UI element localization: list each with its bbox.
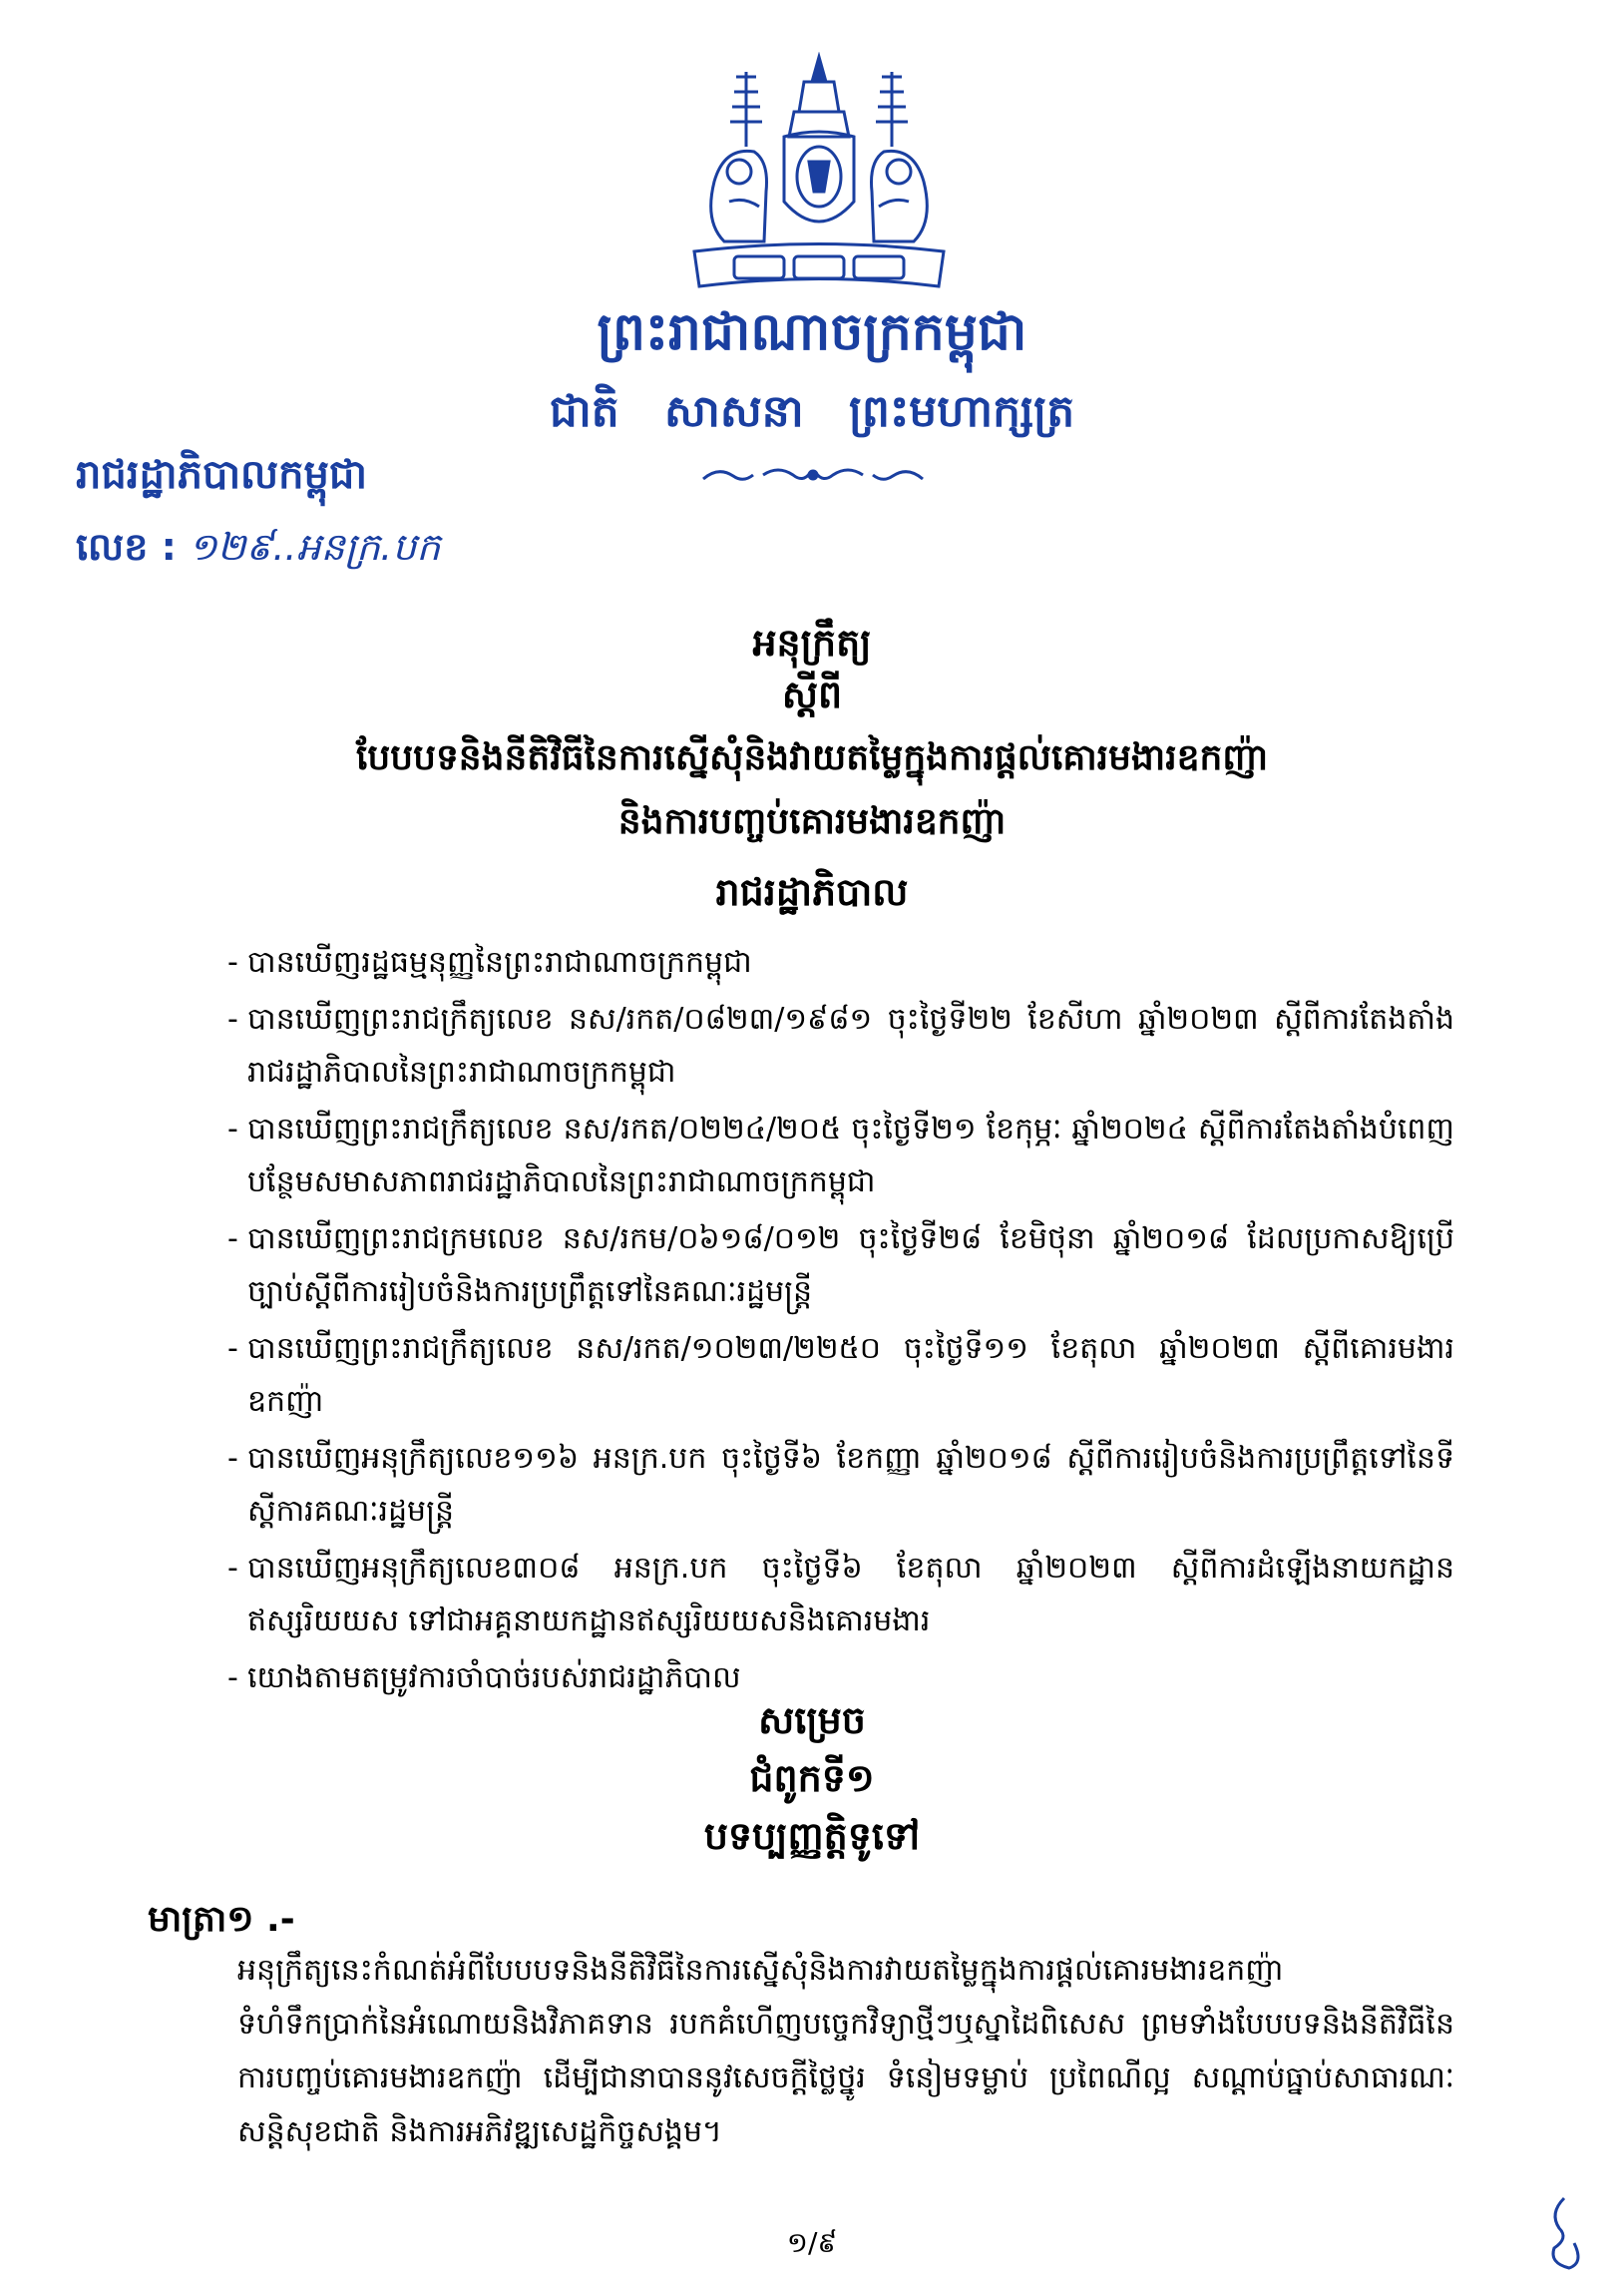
royal-coat-of-arms-emblem — [674, 52, 964, 296]
reference-label: លេខ : — [76, 525, 177, 569]
visa-item: - បានឃើញព្រះរាជក្រឹត្យលេខ នស/រកត/០៨២៣/១៩៨១ ចុះថ្ងៃទី២២ ខែសីហា ឆ្នាំ២០២៣ ស្ដីពីការតែងតាំងរាជរដ្ឋាភិបាលនៃព្រះរាជាណាចក្រកម្ពុជា — [227, 993, 1454, 1099]
visa-item: - បានឃើញអនុក្រឹត្យលេខ៣០៨ អនក្រ.បក ចុះថ្ងៃទី៦ ខែតុលា ឆ្នាំ២០២៣ ស្ដីពីការដំឡើងនាយកដ្ឋានឥស្សរិយយស ទៅជាអគ្គនាយកដ្ឋានឥស្សរិយយសនិងគោរមងារ — [227, 1542, 1454, 1647]
chapter-heading: ជំពូកទី១ — [749, 1756, 875, 1800]
subject-line-2: និងការបញ្ចប់គោរមងារឧកញ៉ា — [617, 801, 1007, 842]
chapter-title: បទប្បញ្ញត្តិទូទៅ — [703, 1814, 921, 1858]
kingdom-title: ព្រះរាជាណាចក្រកម្ពុជា — [597, 302, 1027, 362]
subject-on-heading: ស្ដីពី — [781, 673, 843, 716]
page-number: ១/៩ — [786, 2226, 838, 2259]
visa-item: - បានឃើញរដ្ឋធម្មនុញ្ញនៃព្រះរាជាណាចក្រកម្ពុជា — [227, 936, 1454, 989]
visa-list — [227, 936, 1454, 1708]
visa-item: - បានឃើញព្រះរាជក្រឹត្យលេខ នស/រកត/១០២៣/២២៥០ ចុះថ្ងៃទី១១ ខែតុលា ឆ្នាំ២០២៣ ស្ដីពីគោរមងារឧកញ៉ា — [227, 1322, 1454, 1428]
visa-item: - បានឃើញព្រះរាជក្រឹត្យលេខ នស/រកត/០២២៤/២០៥ ចុះថ្ងៃទី២១ ខែកុម្ភៈ ឆ្នាំ២០២៤ ស្ដីពីការតែងតាំងបំពេញបន្ថែមសមាសភាពរាជរដ្ឋាភិបាលនៃព្រះរាជាណាចក្រកម្ពុជា — [227, 1103, 1454, 1208]
reference-number — [76, 523, 440, 579]
reference-value: ១២៩..អនក្រ.បក — [188, 525, 441, 569]
subject-line-1: បែបបទនិងនីតិវិធីនៃការស្នើសុំនិងវាយតម្លៃក្នុងការផ្ដល់គោរមងារឧកញ៉ា — [355, 737, 1269, 778]
decides-heading: សម្រេច — [758, 1698, 866, 1742]
issuing-government: រាជរដ្ឋាភិបាលកម្ពុជា — [76, 452, 367, 498]
initial-signature — [1544, 2193, 1594, 2273]
article-text-first-line: អនុក្រឹត្យនេះកំណត់អំពីបែបបទនិងនីតិវិធីនៃការស្នើសុំនិងការវាយតម្លៃក្នុងការផ្ដល់គោរមងារឧកញ៉ា — [237, 1953, 1284, 1988]
article-text-rest: ទំហំទឹកប្រាក់នៃអំណោយនិងវិភាគទាន របកគំហើញបច្ចេកវិទ្យាថ្មីៗឬស្នាដៃពិសេស ព្រមទាំងបែបបទនិងនីតិវិធីនៃការបញ្ចប់គោរមងារឧកញ៉ា ដើម្បីជានាបាននូវសេចក្ដីថ្លៃថ្នូរ ទំនៀមទម្លាប់ ប្រពៃណីល្អ សណ្ដាប់ធ្នាប់សាធារណៈ សន្តិសុខជាតិ និងការអភិវឌ្ឍសេដ្ឋកិច្ចសង្គម។ — [237, 2007, 1454, 2149]
visa-item: - យោងតាមតម្រូវការចាំបាច់របស់រាជរដ្ឋាភិបាល — [227, 1651, 1454, 1704]
article-label: មាត្រា១ .- — [148, 1899, 295, 1940]
ornament-divider — [698, 461, 928, 489]
issuer-heading: រាជរដ្ឋាភិបាល — [715, 870, 909, 914]
document-type-heading: អនុក្រឹត្យ — [752, 621, 872, 665]
visa-item: - បានឃើញព្រះរាជក្រមលេខ នស/រកម/០៦១៨/០១២ ចុះថ្ងៃទី២៨ ខែមិថុនា ឆ្នាំ២០១៨ ដែលប្រកាសឱ្យប្រើច្បាប់ស្ដីពីការរៀបចំនិងការប្រព្រឹត្តទៅនៃគណៈរដ្ឋមន្ត្រី — [227, 1212, 1454, 1318]
national-motto: ជាតិ សាសនា ព្រះមហាក្សត្រ — [549, 386, 1075, 437]
visa-item: - បានឃើញអនុក្រឹត្យលេខ១១៦ អនក្រ.បក ចុះថ្ងៃទី៦ ខែកញ្ញា ឆ្នាំ២០១៨ ស្ដីពីការរៀបចំនិងការប្រព្រឹត្តទៅនៃទីស្ដីការគណៈរដ្ឋមន្ត្រី — [227, 1432, 1454, 1538]
